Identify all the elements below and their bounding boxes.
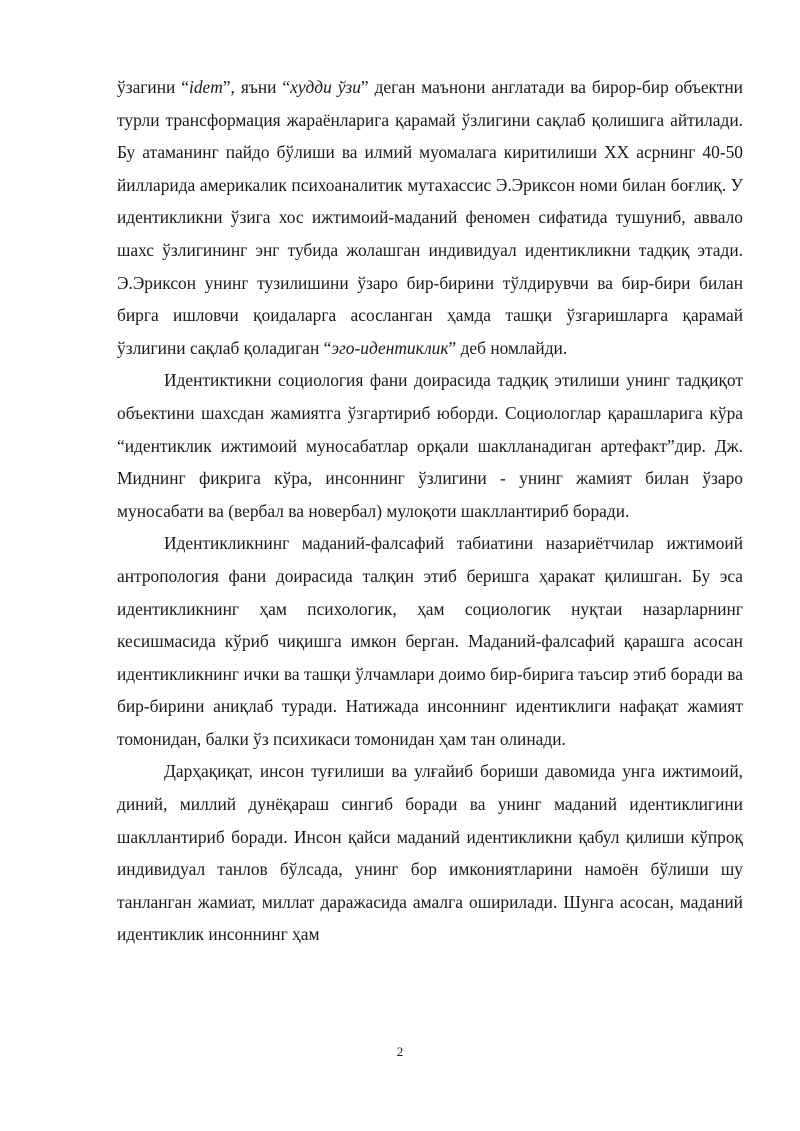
italic-term: худди ўзи bbox=[290, 77, 361, 97]
text-run: Идентикликнинг маданий-фалсафий табиатини назариётчилар ижтимоий антропология фани доирасида талқин этиб беришга ҳаракат қилишган. Бу эса идентикликнинг ҳам психологик, ҳам социологик нуқтаи назарларнинг кесишмасида кўриб чиқишга имкон берган. Маданий-фалсафий қарашга асосан идентикликнинг ички ва ташқи ўлчамлари доимо бир-бирига таъсир этиб боради ва бир-бирини аниқлаб туради. Натижада инсоннинг идентиклиги нафақат жамият томонидан, балки ўз психикаси томонидан ҳам тан олинади. bbox=[117, 533, 743, 749]
body-text bbox=[117, 71, 743, 951]
text-run: ”, яъни “ bbox=[222, 77, 291, 97]
paragraph bbox=[117, 71, 743, 364]
paragraph bbox=[117, 755, 743, 951]
italic-term: idem bbox=[189, 77, 223, 97]
text-run: ” деган маънони англатади ва бирор-бир объектни турли трансформация жараёнларига қарамай ўзлигини сақлаб қолишига айтилади. Бу атаманинг пайдо бўлиши ва илмий муомалага киритилиши XX асрнинг 40-50 йилларида америкалик психоаналитик мутахассис Э.Эриксон номи билан боғлиқ. У идентикликни ўзига хос ижтимоий-маданий феномен сифатида тушуниб, аввало шахс ўзлигининг энг тубида жолашган индивидуал идентикликни тадқиқ этади. Э.Эриксон унинг тузилишини ўзаро бир-бирини тўлдирувчи ва бир-бири билан бирга ишловчи қоидаларга асосланган ҳамда ташқи ўзгаришларга қарамай ўзлигини сақлаб қоладиган “ bbox=[117, 77, 743, 358]
text-run: ўзагини “ bbox=[117, 77, 189, 97]
text-run: Дарҳақиқат, инсон туғилиши ва улғайиб бориши давомида унга ижтимоий, диний, миллий дунёқараш сингиб боради ва унинг маданий идентиклигини шакллантириб боради. Инсон қайси маданий идентикликни қабул қилиши кўпроқ индивидуал танлов бўлсада, унинг бор имкониятларини намоён бўлиши шу танланган жамиат, миллат даражасида амалга оширилади. Шунга асосан, маданий идентиклик инсоннинг ҳам bbox=[117, 761, 743, 945]
italic-term: эго-идентиклик bbox=[331, 337, 449, 358]
text-run: ” деб номлайди. bbox=[448, 337, 568, 358]
paragraph bbox=[117, 527, 743, 755]
page-number: 2 bbox=[396, 1044, 404, 1059]
paragraph bbox=[117, 364, 743, 527]
text-run: Идентиктикни социология фани доирасида тадқиқ этилиши унинг тадқиқот объектини шахсдан жамиятга ўзгартириб юборди. Социологлар қарашларига кўра “идентиклик ижтимоий муносабатлар орқали шаклланадиган артефакт”дир. Дж. Миднинг фикрига кўра, инсоннинг ўзлигини - унинг жамият билан ўзаро муносабати ва (вербал ва новербал) мулоқоти шакллантириб боради. bbox=[117, 370, 743, 521]
